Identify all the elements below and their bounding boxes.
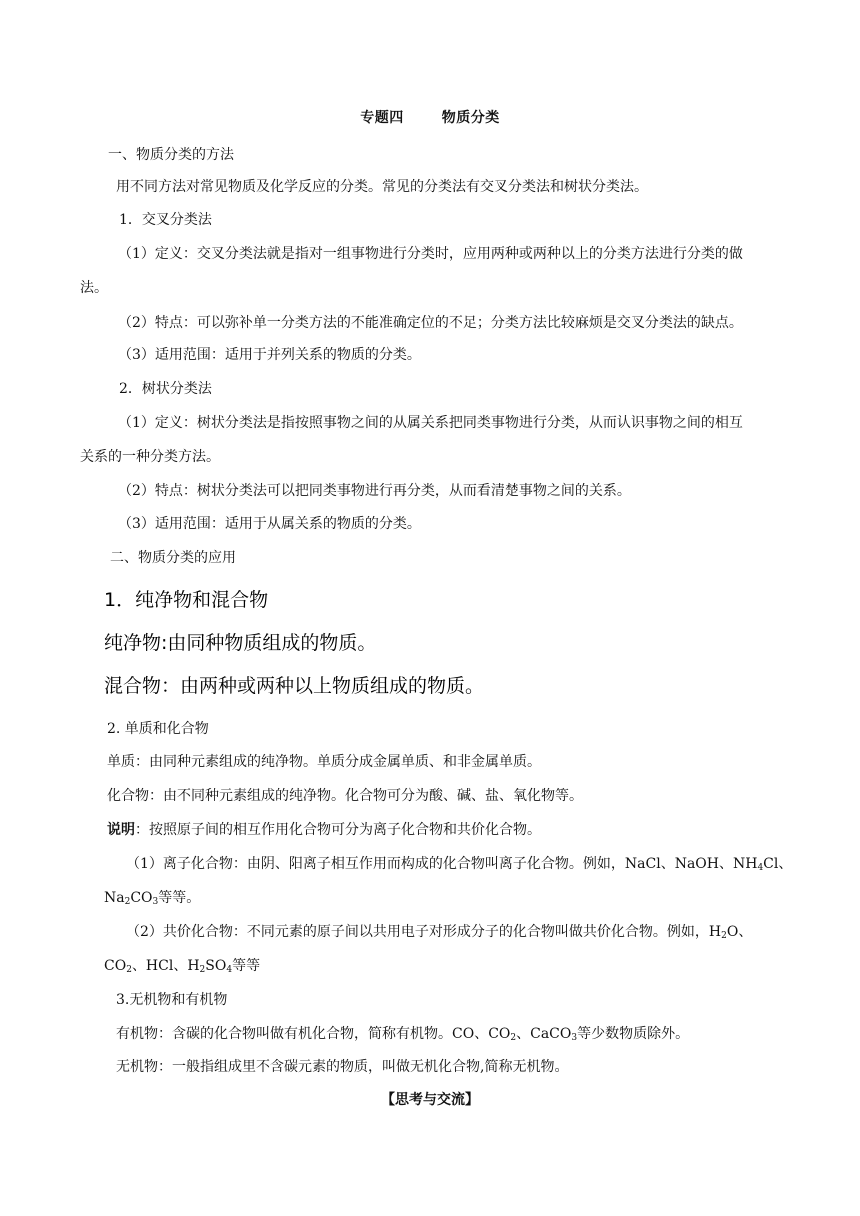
section2-heading: 二、物质分类的应用: [110, 550, 236, 566]
think-and-discuss-heading: 【思考与交流】: [381, 1092, 479, 1108]
note-text: ：按照原子间的相互作用化合物可分为离子化合物和共价化合物。: [135, 822, 541, 838]
mixture-definition: 混合物：由两种或两种以上物质组成的物质。: [104, 675, 485, 697]
title-subject: 物质分类: [441, 110, 500, 126]
element-compound-heading: 2. 单质和化合物: [107, 721, 209, 737]
organic-inorganic-heading: 3.无机物和有机物: [116, 992, 228, 1008]
tree-definition-line2: 关系的一种分类方法。: [80, 449, 220, 465]
inorganic-definition: 无机物：一般指组成里不含碳元素的物质，叫做无机化合物,简称无机物。: [116, 1059, 569, 1075]
title-topic: 专题四: [360, 110, 404, 126]
page-title: [0, 108, 860, 128]
pure-mixture-heading: 1．纯净物和混合物: [104, 589, 269, 611]
section1-intro: 用不同方法对常见物质及化学反应的分类。常见的分类法有交叉分类法和树状分类法。: [116, 179, 648, 195]
tree-scope: （3）适用范围：适用于从属关系的物质的分类。: [118, 516, 421, 532]
ionic-compound-line2: $Na_2CO_3$等等。: [104, 890, 201, 907]
organic-definition: 有机物：含碳的化合物叫做有机化合物，简称有机物。CO、$CO_2$、CaCO$_3$等少数物质除外。: [116, 1026, 690, 1043]
cross-scope: （3）适用范围：适用于并列关系的物质的分类。: [118, 347, 421, 363]
tree-classification-heading: 2．树状分类法: [119, 381, 212, 397]
covalent-compound-line1: （2）共价化合物：不同元素的原子间以共用电子对形成分子的化合物叫做共价化合物。例如，$H_2O$、: [126, 924, 753, 941]
ionic-compound-line1: （1）离子化合物：由阴、阳离子相互作用而构成的化合物叫离子化合物。例如，NaCl、NaOH、$NH_4Cl$、: [126, 856, 793, 873]
cross-feature: （2）特点：可以弥补单一分类方法的不能准确定位的不足；分类方法比较麻烦是交叉分类法的缺点。: [118, 315, 743, 331]
compound-definition: 化合物：由不同种元素组成的纯净物。化合物可分为酸、碱、盐、氧化物等。: [107, 788, 583, 804]
pure-substance-definition: 纯净物:由同种物质组成的物质。: [104, 632, 377, 654]
cross-definition-line1: （1）定义：交叉分类法就是指对一组事物进行分类时，应用两种或两种以上的分类方法进行分类的做: [118, 246, 743, 262]
element-definition: 单质：由同种元素组成的纯净物。单质分成金属单质、和非金属单质。: [107, 754, 541, 770]
note-label: 说明: [107, 822, 135, 838]
cross-classification-heading: 1．交叉分类法: [119, 212, 212, 228]
cross-definition-line2: 法。: [80, 280, 108, 296]
tree-definition-line1: （1）定义：树状分类法是指按照事物之间的从属关系把同类事物进行分类，从而认识事物之间的相互: [118, 415, 743, 431]
section1-heading: 一、物质分类的方法: [108, 147, 234, 163]
tree-feature: （2）特点：树状分类法可以把同类事物进行再分类，从而看清楚事物之间的关系。: [118, 483, 631, 499]
covalent-compound-line2: $CO_2$、HCl、$H_2SO_4$等等: [104, 958, 261, 975]
compound-note: [107, 820, 541, 840]
